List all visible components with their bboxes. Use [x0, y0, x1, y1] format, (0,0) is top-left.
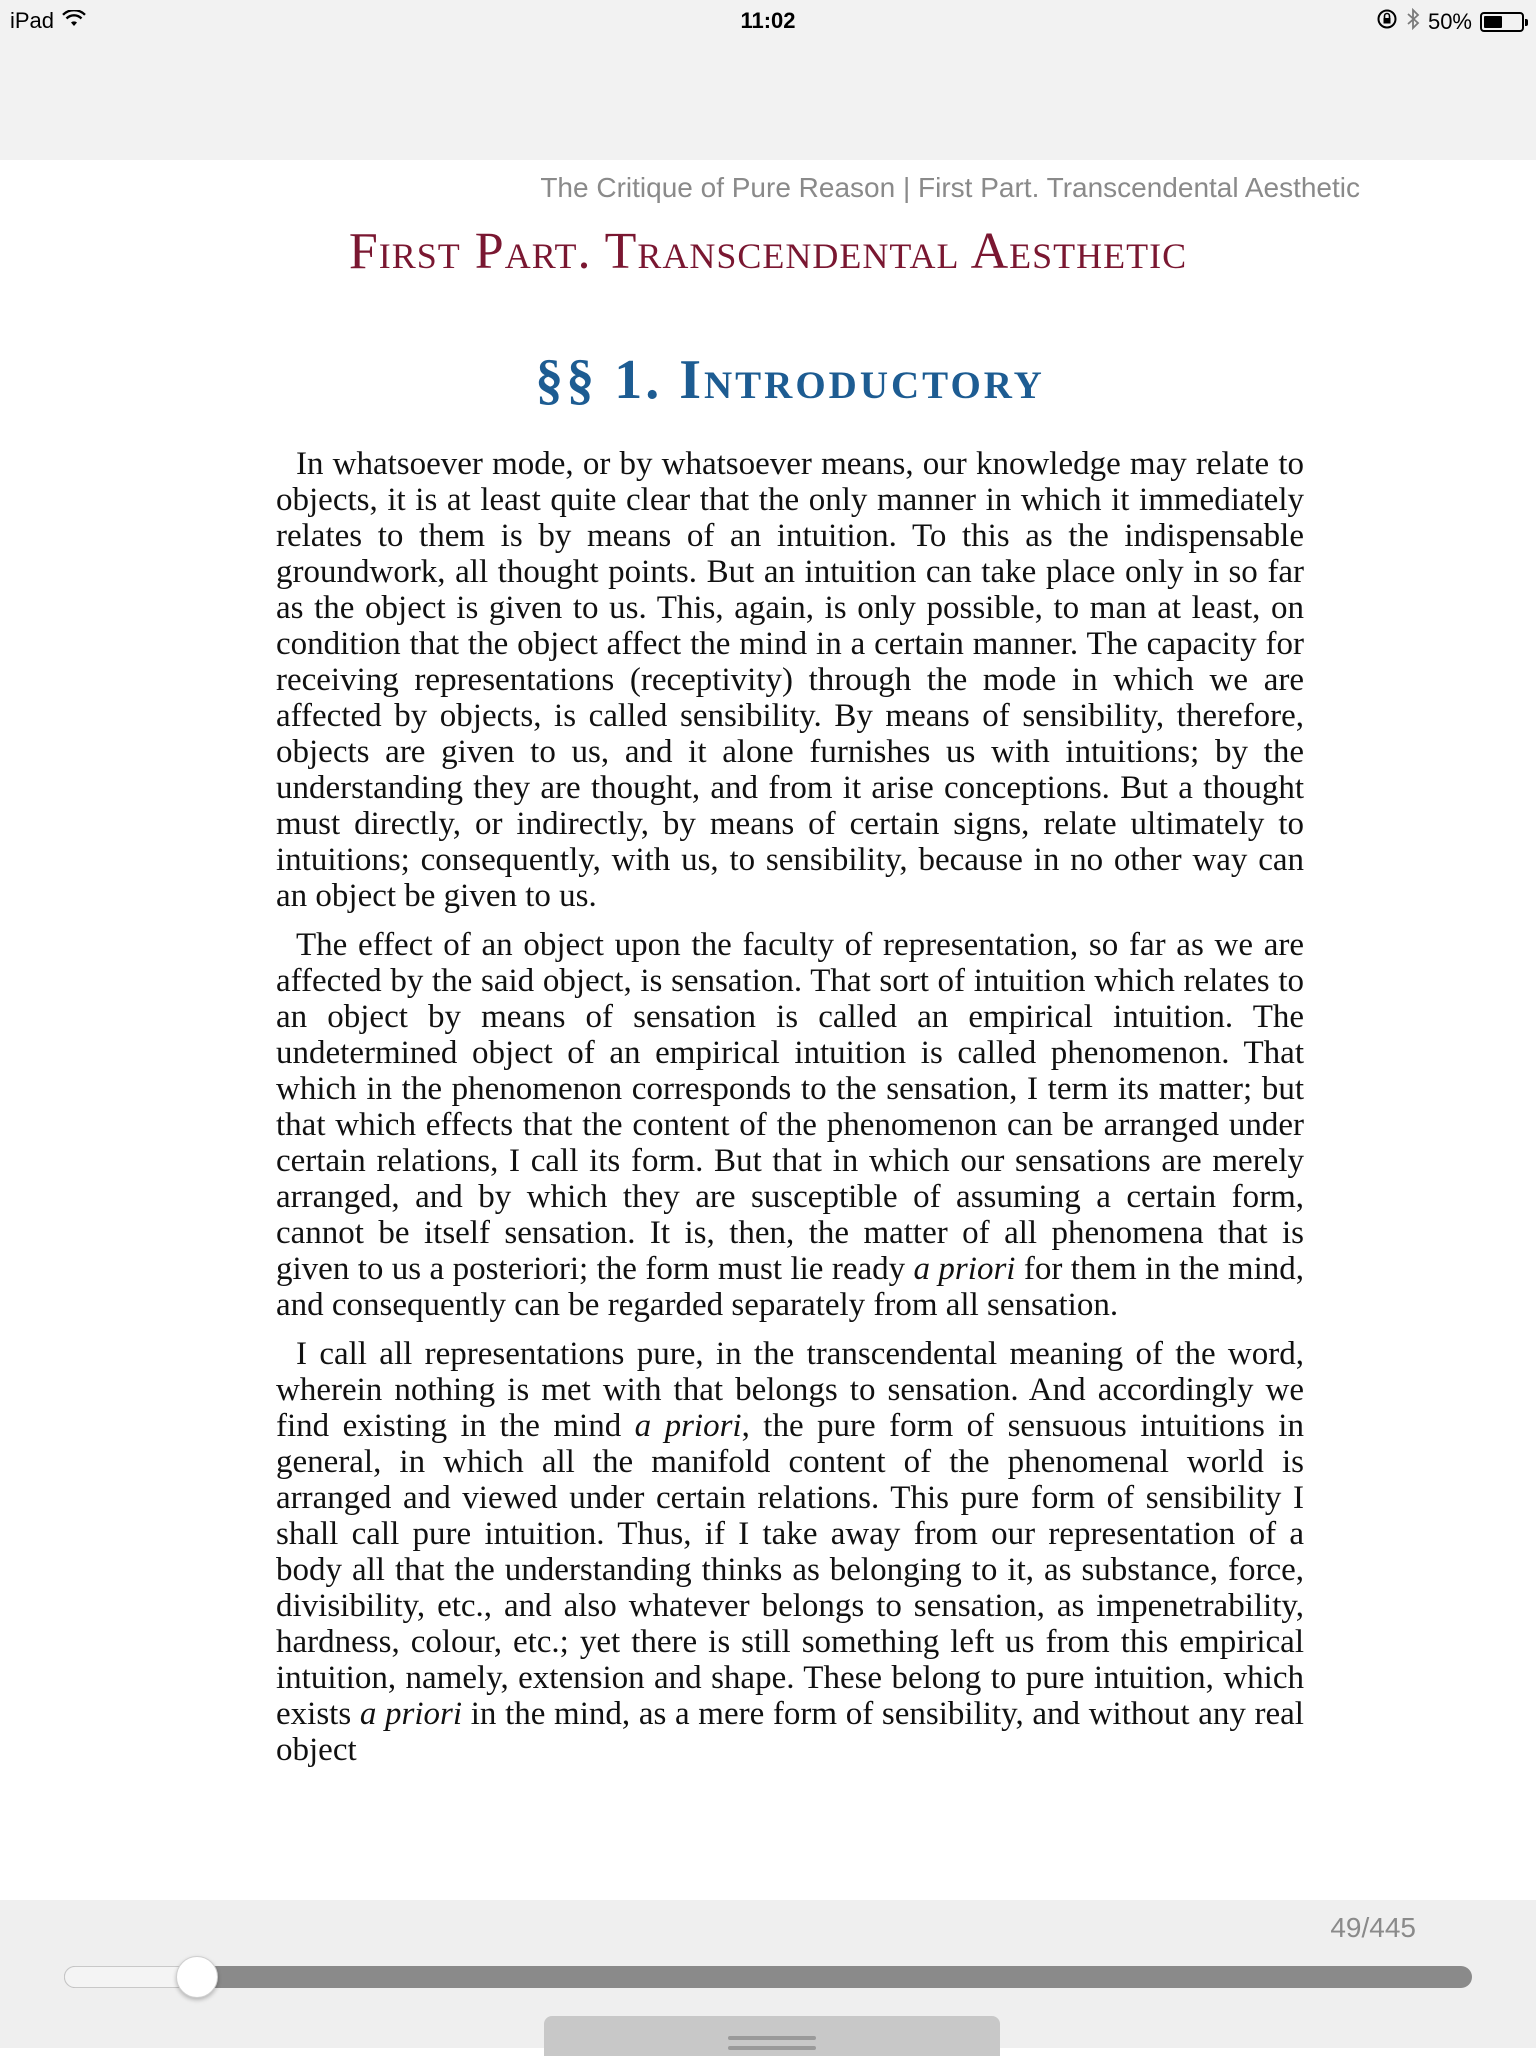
grip-line-icon: [728, 2036, 816, 2040]
panel-handle[interactable]: [544, 2016, 1000, 2056]
body-text: [276, 446, 1304, 1781]
paragraph-3: [276, 1336, 1304, 1768]
paragraph-3-text-b: , the pure form of sensuous intuitions in general, in which all the manifold content of the phenomenal world is arranged and viewed under certain relations. This pure form of sensibility I shall call pure intuition. Thus, if I take away from our representation of a body all that the understanding thinks as belonging to it, as substance, force, divisibility, etc., and also whatever belongs to sensation, as impenetrability, hardness, colour, etc.; yet there is still something left us from this empirical intuition, namely, extension and shape. These belong to pure intuition, which exists: [276, 1408, 1304, 1732]
book-page[interactable]: [0, 160, 1536, 1900]
bluetooth-icon: [1406, 8, 1420, 36]
device-name: iPad: [10, 8, 55, 33]
part-title: First Part. Transcendental Aesthetic: [348, 223, 1188, 280]
battery-fill: [1484, 16, 1502, 28]
section-title: §§ 1. Introductory: [535, 349, 1045, 411]
paragraph-3-emphasis-2: a priori: [359, 1696, 463, 1732]
battery-icon: [1480, 12, 1524, 32]
paragraph-2-text-a: The effect of an object upon the faculty of representation, so far as we are affected by the said object, is sensation. That sort of intuition which relates to an object by means of sensation is called an empirical intuition. The undetermined object of an empirical intuition is called phenomenon. That which in the phenomenon corresponds to the sensation, I term its matter; but that which effects that the content of the phenomenon can be arranged under certain relations, I call its form. But that in which our sensations are merely arranged, and by which they are susceptible of assuming a certain form, cannot be itself sensation. It is, then, the matter of all phenomena that is given to us a posteriori; the form must lie ready: [276, 927, 1304, 1287]
paragraph-3-text-c: in the mind, as a mere form of sensibility, and without any real object: [276, 1696, 1304, 1768]
status-time: 11:02: [740, 8, 796, 33]
grip-line-icon: [728, 2046, 816, 2050]
bottom-bar: [0, 1900, 1536, 2048]
paragraph-3-text-a: I call all representations pure, in the transcendental meaning of the word, wherein nothing is met with that belongs to sensation. And accordingly we find existing in the mind: [276, 1336, 1304, 1444]
page-indicator: 49/445: [1330, 1912, 1416, 1943]
page-slider[interactable]: [64, 1966, 1472, 1988]
paragraph-2: [276, 927, 1304, 1323]
reader-toolbar[interactable]: [0, 42, 1536, 160]
page-slider-thumb[interactable]: [176, 1956, 218, 1998]
battery-percent: 50%: [1427, 9, 1472, 34]
paragraph-2-emphasis: a priori: [913, 1251, 1016, 1287]
rotation-lock-icon: [1376, 8, 1398, 36]
paragraph-3-emphasis-1: a priori: [634, 1408, 742, 1444]
status-bar: [0, 0, 1536, 42]
paragraph-2-text-b: for them in the mind, and consequently can be regarded separately from all sensation.: [276, 1251, 1304, 1323]
running-head: The Critique of Pure Reason | First Part. Transcendental Aesthetic: [540, 172, 1360, 203]
paragraph-1-text: In whatsoever mode, or by whatsoever means, our knowledge may relate to objects, it is at least quite clear that the only manner in which it immediately relates to them is by means of an intuition. To this as the indispensable groundwork, all thought points. But an intuition can take place only in so far as the object is given to us. This, again, is only possible, to man at least, on condition that the object affect the mind in a certain manner. The capacity for receiving representations (receptivity) through the mode in which we are affected by objects, is called sensibility. By means of sensibility, therefore, objects are given to us, and it alone furnishes us with intuitions; by the understanding they are thought, and from it arise conceptions. But a thought must directly, or indirectly, by means of certain signs, relate ultimately to intuitions; consequently, with us, to sensibility, because in no other way can an object be given to us.: [276, 446, 1304, 914]
paragraph-1: [276, 446, 1304, 914]
status-right: [1376, 8, 1524, 36]
